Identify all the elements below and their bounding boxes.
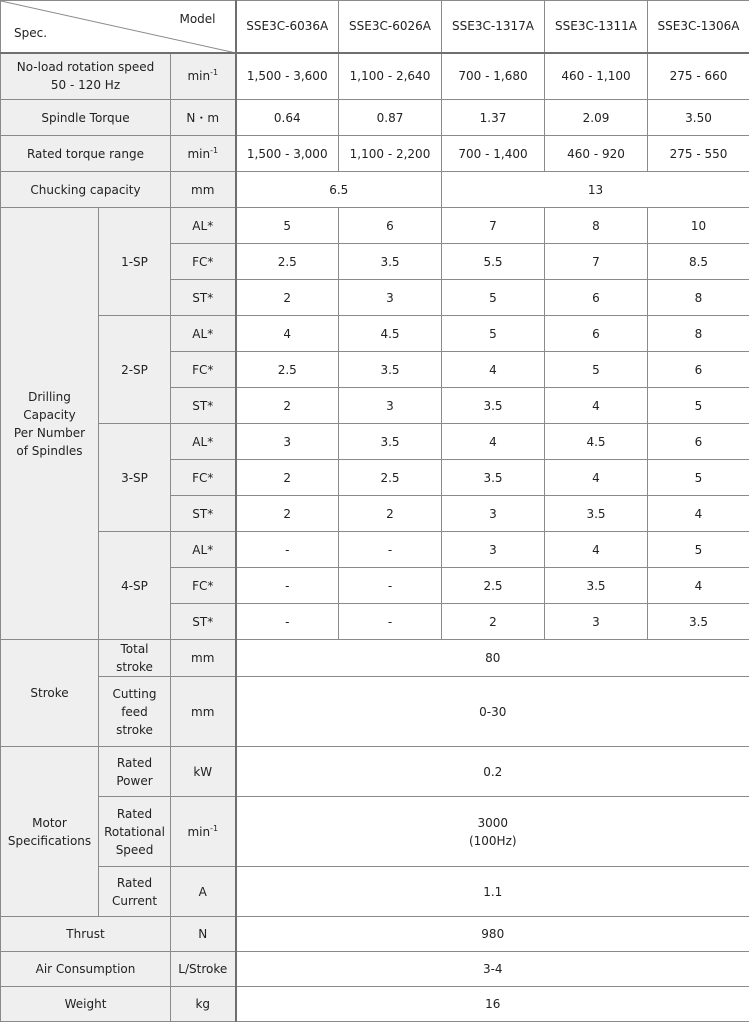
value-cell: 4.5 — [339, 316, 442, 352]
unit-cell: A — [171, 867, 236, 917]
value-cell: 1.1 — [236, 867, 749, 917]
air-consumption-label: Air Consumption — [1, 952, 171, 987]
weight-label: Weight — [1, 987, 171, 1022]
rated-current-label: Rated Current — [99, 867, 171, 917]
value-cell: 3.5 — [442, 388, 545, 424]
material-label: ST* — [171, 280, 236, 316]
value-cell: 5 — [442, 316, 545, 352]
material-label: ST* — [171, 388, 236, 424]
value-cell: - — [236, 568, 339, 604]
motor-row — [1, 867, 749, 917]
value-cell: 4 — [442, 424, 545, 460]
value-cell: 3 — [442, 496, 545, 532]
drill-row — [1, 208, 749, 244]
value-cell: 5.5 — [442, 244, 545, 280]
value-cell: 3 — [236, 424, 339, 460]
rated-torque-label: Rated torque range — [1, 136, 171, 172]
rated-torque-row — [1, 136, 749, 172]
drill-row — [1, 532, 749, 568]
value-cell: 1,100 - 2,640 — [339, 53, 442, 100]
drill-row — [1, 424, 749, 460]
rated-speed-label: Rated Rotational Speed — [99, 797, 171, 867]
unit-text: min — [187, 824, 211, 839]
value-cell: 2 — [236, 388, 339, 424]
torque-label: Spindle Torque — [1, 100, 171, 136]
unit-text: min — [187, 69, 211, 84]
value-cell: 3000 (100Hz) — [236, 797, 749, 867]
value-cell: 7 — [545, 244, 648, 280]
value-cell: 2 — [236, 460, 339, 496]
header-row — [1, 1, 749, 53]
value-cell: 2.5 — [442, 568, 545, 604]
unit-cell: kg — [171, 987, 236, 1022]
value-cell: 4 — [648, 568, 749, 604]
value-cell: 6.5 — [236, 172, 442, 208]
value-cell: 6 — [545, 280, 648, 316]
unit-cell: N — [171, 917, 236, 952]
value-cell: 1.37 — [442, 100, 545, 136]
noload-label-line1: No-load rotation speed — [16, 60, 155, 75]
motor-label: Motor Specifications — [1, 747, 99, 917]
value-cell: 16 — [236, 987, 749, 1022]
unit-cell — [171, 136, 236, 172]
material-label: ST* — [171, 496, 236, 532]
material-label: AL* — [171, 532, 236, 568]
unit-cell: mm — [171, 677, 236, 747]
material-label: FC* — [171, 460, 236, 496]
spindle-group-label: 4-SP — [99, 532, 171, 640]
value-cell: 3-4 — [236, 952, 749, 987]
spec-label: Spec. — [14, 25, 48, 40]
model-header: SSE3C-1311A — [545, 1, 648, 53]
value-cell: 8.5 — [648, 244, 749, 280]
value-cell: 700 - 1,680 — [442, 53, 545, 100]
value-cell: 5 — [442, 280, 545, 316]
spindle-group-label: 3-SP — [99, 424, 171, 532]
value-cell: 275 - 660 — [648, 53, 749, 100]
value-cell: 2 — [339, 496, 442, 532]
unit-cell: N・m — [171, 100, 236, 136]
material-label: AL* — [171, 316, 236, 352]
value-cell: - — [236, 532, 339, 568]
model-label: Model — [179, 12, 216, 26]
value-cell: 980 — [236, 917, 749, 952]
model-header: SSE3C-6036A — [236, 1, 339, 53]
value-cell: 80 — [236, 640, 749, 677]
model-header: SSE3C-1306A — [648, 1, 749, 53]
torque-row — [1, 100, 749, 136]
noload-label — [1, 53, 171, 100]
value-cell: 13 — [442, 172, 749, 208]
unit-cell: kW — [171, 747, 236, 797]
unit-superscript: -1 — [210, 68, 219, 78]
value-cell: 1,500 - 3,600 — [236, 53, 339, 100]
value-cell: 460 - 1,100 — [545, 53, 648, 100]
spindle-group-label: 1-SP — [99, 208, 171, 316]
value-cell: 3.5 — [545, 568, 648, 604]
unit-cell — [171, 797, 236, 867]
value-cell: 4 — [545, 532, 648, 568]
value-cell: 2 — [236, 496, 339, 532]
value-cell: 2 — [442, 604, 545, 640]
value-cell: 2.5 — [236, 244, 339, 280]
value-cell: 3 — [545, 604, 648, 640]
value-cell: 4 — [648, 496, 749, 532]
total-stroke-label: Total stroke — [99, 640, 171, 677]
stroke-label: Stroke — [1, 640, 99, 747]
value-cell: 3.5 — [339, 352, 442, 388]
material-label: FC* — [171, 244, 236, 280]
value-cell: 460 - 920 — [545, 136, 648, 172]
value-cell: 5 — [545, 352, 648, 388]
value-cell: 1,500 - 3,000 — [236, 136, 339, 172]
value-cell: 5 — [648, 460, 749, 496]
chucking-row — [1, 172, 749, 208]
stroke-row — [1, 677, 749, 747]
value-cell: 3.5 — [339, 424, 442, 460]
motor-row — [1, 747, 749, 797]
noload-label-line2: 50 - 120 Hz — [50, 78, 121, 93]
model-header: SSE3C-1317A — [442, 1, 545, 53]
value-cell: 2.5 — [236, 352, 339, 388]
drill-row — [1, 316, 749, 352]
chucking-label: Chucking capacity — [1, 172, 171, 208]
value-cell: 0.2 — [236, 747, 749, 797]
unit-cell: L/Stroke — [171, 952, 236, 987]
unit-cell — [171, 53, 236, 100]
value-cell: - — [339, 568, 442, 604]
value-cell: - — [236, 604, 339, 640]
material-label: FC* — [171, 352, 236, 388]
value-cell: 8 — [648, 316, 749, 352]
material-label: ST* — [171, 604, 236, 640]
value-cell: 4 — [545, 388, 648, 424]
value-cell: 2 — [236, 280, 339, 316]
value-cell: - — [339, 604, 442, 640]
value-cell: 2.5 — [339, 460, 442, 496]
model-spec-corner — [1, 1, 236, 53]
value-cell: 0.64 — [236, 100, 339, 136]
value-cell: 7 — [442, 208, 545, 244]
value-cell: 8 — [545, 208, 648, 244]
value-cell: 10 — [648, 208, 749, 244]
value-cell: 2.09 — [545, 100, 648, 136]
value-cell: 3 — [442, 532, 545, 568]
unit-superscript: -1 — [210, 145, 219, 155]
value-cell: 3.50 — [648, 100, 749, 136]
material-label: FC* — [171, 568, 236, 604]
value-cell: 8 — [648, 280, 749, 316]
value-cell: 4.5 — [545, 424, 648, 460]
spindle-group-label: 2-SP — [99, 316, 171, 424]
value-cell: 3.5 — [545, 496, 648, 532]
rated-power-label: Rated Power — [99, 747, 171, 797]
air-row — [1, 952, 749, 987]
material-label: AL* — [171, 424, 236, 460]
material-label: AL* — [171, 208, 236, 244]
value-cell: 4 — [442, 352, 545, 388]
thrust-label: Thrust — [1, 917, 171, 952]
value-cell: 1,100 - 2,200 — [339, 136, 442, 172]
value-cell: 3 — [339, 388, 442, 424]
value-cell: 3.5 — [648, 604, 749, 640]
value-cell: 5 — [648, 388, 749, 424]
value-cell: 6 — [648, 424, 749, 460]
cutting-feed-stroke-label: Cutting feed stroke — [99, 677, 171, 747]
noload-row — [1, 53, 749, 100]
drilling-label: Drilling Capacity Per Number of Spindles — [1, 208, 99, 640]
unit-cell: mm — [171, 640, 236, 677]
value-cell: 6 — [545, 316, 648, 352]
unit-superscript: -1 — [210, 823, 219, 833]
value-cell: 6 — [339, 208, 442, 244]
value-cell: 5 — [236, 208, 339, 244]
motor-row — [1, 797, 749, 867]
value-cell: 4 — [236, 316, 339, 352]
weight-row — [1, 987, 749, 1022]
value-cell: 6 — [648, 352, 749, 388]
stroke-row — [1, 640, 749, 677]
value-cell: 4 — [545, 460, 648, 496]
thrust-row — [1, 917, 749, 952]
unit-cell: mm — [171, 172, 236, 208]
value-cell: 0.87 — [339, 100, 442, 136]
value-cell: 275 - 550 — [648, 136, 749, 172]
value-cell: 3.5 — [339, 244, 442, 280]
value-cell: 3 — [339, 280, 442, 316]
value-cell: 5 — [648, 532, 749, 568]
value-cell: 3.5 — [442, 460, 545, 496]
value-cell: - — [339, 532, 442, 568]
value-cell: 0-30 — [236, 677, 749, 747]
value-cell: 700 - 1,400 — [442, 136, 545, 172]
model-header: SSE3C-6026A — [339, 1, 442, 53]
unit-text: min — [187, 146, 211, 161]
